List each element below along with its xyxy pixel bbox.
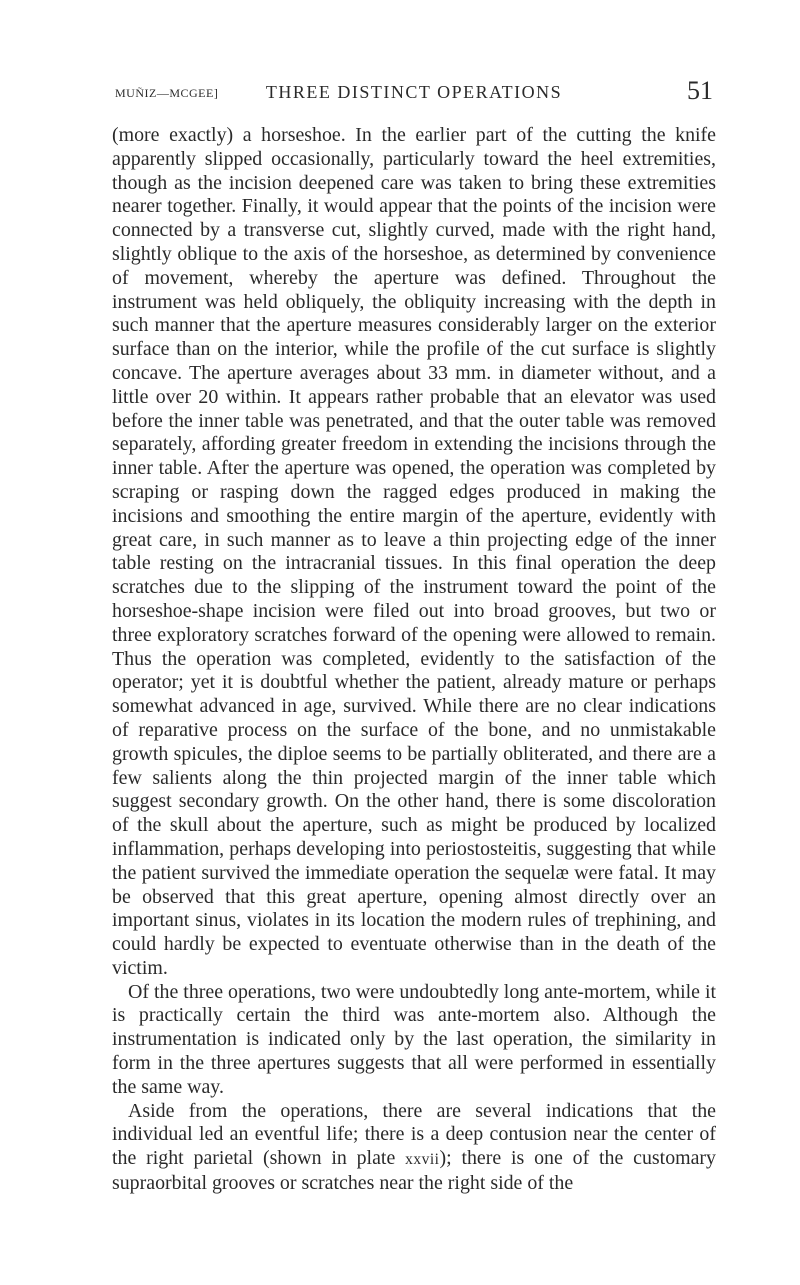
paragraph-1: (more exactly) a horseshoe. In the earlier part of the cutting the knife apparently slipped occasionally, particularly toward the heel extremities, though as the incision deepened care was taken to bring these extremities nearer together. Finally, it would appear that the points of the incision were connected by a transverse cut, slightly curved, made with the right hand, slightly oblique to the axis of the horseshoe, as determined by convenience of movement, whereby the aperture was defined. Throughout the instrument was held obliquely, the obliquity increasing with the depth in such manner that the aperture measures considerably larger on the exterior surface than on the interior, while the profile of the cut surface is slightly concave. The aperture averages about 33 mm. in diameter without, and a little over 20 within. It appears rather probable that an elevator was used before the inner table was penetrated, and that the outer table was removed separately, affording greater freedom in extending the incisions through the inner table. After the aperture was opened, the operation was completed by scraping or rasping down the ragged edges produced in making the incisions and smoothing the entire margin of the aperture, evidently with great care, in such manner as to leave a thin projecting edge of the inner table resting on the intracranial tissues. In this final operation the deep scratches due to the slipping of the instrument toward the point of the horseshoe-shape incision were filed out into broad grooves, but two or three exploratory scratches forward of the opening were allowed to remain. Thus the operation was completed, evidently to the satisfaction of the operator; yet it is doubtful whether the patient, already mature or perhaps somewhat advanced in age, survived. While there are no clear indications of reparative process on the surface of the bone, and no unmistakable growth spicules, the diploe seems to be partially obliterated, and there are a few salients along the thin projected margin of the inner table which suggest secondary growth. On the other hand, there is some discoloration of the skull about the aperture, such as might be produced by localized inflammation, perhaps developing into periostosteitis, suggesting that while the patient survived the immediate operation the sequelæ were fatal. It may be observed that this great aperture, opening almost directly over an important sinus, violates in its location the modern rules of trephining, and could hardly be expected to eventuate otherwise than in the death of the victim. bbox=[112, 124, 716, 979]
paragraph-2: Of the three operations, two were undoubtedly long ante-mortem, while it is practically certain the third was ante-mortem also. Although the instrumentation is indicated only by the last operation, the similarity in form in the three apertures suggests that all were performed in essentially the same way. bbox=[112, 980, 716, 1098]
paragraph-3-start: Aside from the operations, there are several indications that the individual led an eventful life; there is a deep contusion near the center of the right parietal (shown in plate bbox=[112, 1099, 716, 1170]
running-head bbox=[115, 78, 713, 108]
page-number: 51 bbox=[687, 76, 713, 105]
body-text bbox=[112, 124, 716, 1196]
running-head-author: MUÑIZ—MCGEE] bbox=[115, 86, 219, 100]
running-head-title: THREE DISTINCT OPERATIONS bbox=[265, 82, 563, 102]
paragraph-3 bbox=[112, 1100, 716, 1196]
paragraph-3-end: ); there is one of the customary supraorbital grooves or scratches near the right side of the bbox=[112, 1147, 717, 1195]
plate-reference: xxvii bbox=[405, 1151, 440, 1169]
